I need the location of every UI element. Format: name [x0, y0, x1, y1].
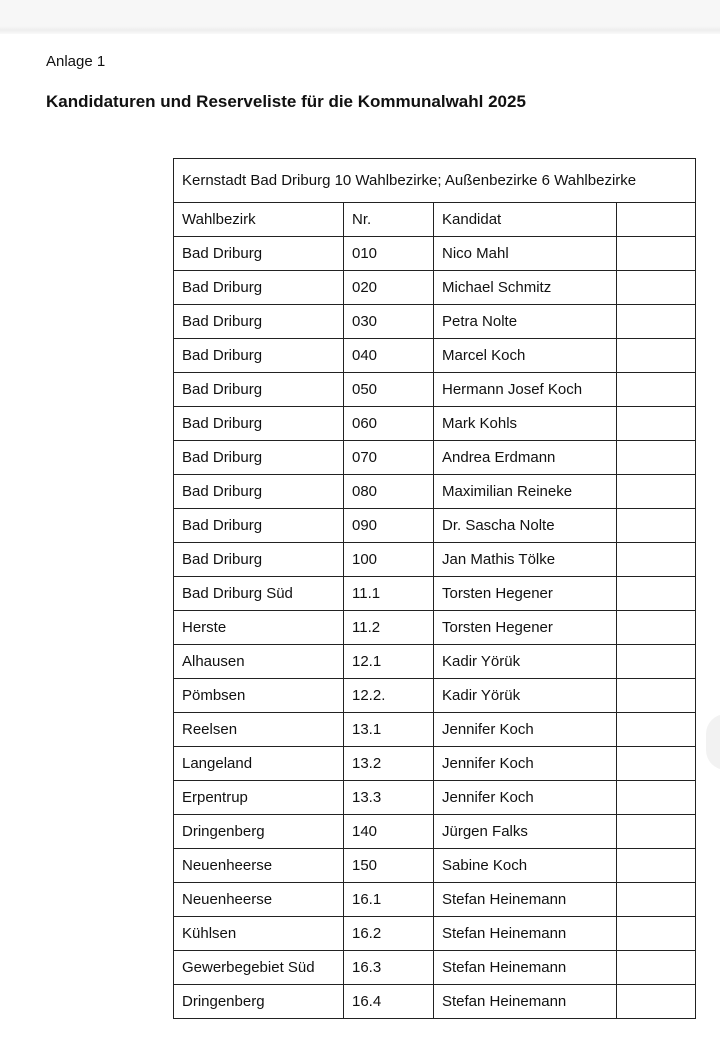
empty-cell: [617, 951, 696, 985]
candidate-cell: Jennifer Koch: [434, 781, 617, 815]
table-row: [174, 815, 696, 849]
nr-cell: 13.3: [344, 781, 434, 815]
table-row: [174, 849, 696, 883]
empty-cell: [617, 713, 696, 747]
candidate-cell: Petra Nolte: [434, 305, 617, 339]
nr-cell: 050: [344, 373, 434, 407]
table-row: [174, 951, 696, 985]
table-header-row: [174, 203, 696, 237]
empty-cell: [617, 441, 696, 475]
viewer-top-bar: [0, 0, 720, 34]
candidate-cell: Kadir Yörük: [434, 645, 617, 679]
candidate-cell: Stefan Heinemann: [434, 917, 617, 951]
area-cell: Pömbsen: [174, 679, 344, 713]
table-row: [174, 305, 696, 339]
header-empty: [617, 203, 696, 237]
candidate-cell: Kadir Yörük: [434, 679, 617, 713]
table-row: [174, 373, 696, 407]
empty-cell: [617, 849, 696, 883]
table-row: [174, 441, 696, 475]
area-cell: Bad Driburg: [174, 441, 344, 475]
nr-cell: 140: [344, 815, 434, 849]
area-cell: Erpentrup: [174, 781, 344, 815]
nr-cell: 040: [344, 339, 434, 373]
area-cell: Neuenheerse: [174, 849, 344, 883]
candidate-cell: Dr. Sascha Nolte: [434, 509, 617, 543]
table-row: [174, 271, 696, 305]
area-cell: Bad Driburg: [174, 237, 344, 271]
area-cell: Gewerbegebiet Süd: [174, 951, 344, 985]
nr-cell: 13.2: [344, 747, 434, 781]
table-caption-row: [174, 159, 696, 203]
empty-cell: [617, 815, 696, 849]
header-kandidat: Kandidat: [434, 203, 617, 237]
empty-cell: [617, 373, 696, 407]
table-row: [174, 475, 696, 509]
table-caption: Kernstadt Bad Driburg 10 Wahlbezirke; Außenbezirke 6 Wahlbezirke: [174, 159, 696, 203]
nr-cell: 12.1: [344, 645, 434, 679]
nr-cell: 16.4: [344, 985, 434, 1019]
candidate-cell: Marcel Koch: [434, 339, 617, 373]
empty-cell: [617, 985, 696, 1019]
nr-cell: 12.2.: [344, 679, 434, 713]
table-row: [174, 543, 696, 577]
candidate-cell: Torsten Hegener: [434, 611, 617, 645]
nr-cell: 090: [344, 509, 434, 543]
empty-cell: [617, 577, 696, 611]
area-cell: Bad Driburg: [174, 373, 344, 407]
header-wahlbezirk: Wahlbezirk: [174, 203, 344, 237]
area-cell: Kühlsen: [174, 917, 344, 951]
table-row: [174, 917, 696, 951]
nr-cell: 060: [344, 407, 434, 441]
empty-cell: [617, 645, 696, 679]
table-row: [174, 611, 696, 645]
empty-cell: [617, 475, 696, 509]
empty-cell: [617, 407, 696, 441]
area-cell: Bad Driburg Süd: [174, 577, 344, 611]
empty-cell: [617, 339, 696, 373]
nr-cell: 150: [344, 849, 434, 883]
candidate-cell: Stefan Heinemann: [434, 883, 617, 917]
area-cell: Alhausen: [174, 645, 344, 679]
table-row: [174, 883, 696, 917]
nr-cell: 11.1: [344, 577, 434, 611]
nr-cell: 16.2: [344, 917, 434, 951]
area-cell: Bad Driburg: [174, 475, 344, 509]
table-row: [174, 679, 696, 713]
empty-cell: [617, 543, 696, 577]
candidate-cell: Nico Mahl: [434, 237, 617, 271]
document-page: [0, 34, 720, 1056]
candidate-cell: Jan Mathis Tölke: [434, 543, 617, 577]
candidate-cell: Torsten Hegener: [434, 577, 617, 611]
area-cell: Bad Driburg: [174, 509, 344, 543]
candidate-cell: Jennifer Koch: [434, 747, 617, 781]
area-cell: Herste: [174, 611, 344, 645]
candidate-cell: Mark Kohls: [434, 407, 617, 441]
empty-cell: [617, 237, 696, 271]
candidate-cell: Sabine Koch: [434, 849, 617, 883]
candidate-table: [173, 158, 696, 1019]
nr-cell: 070: [344, 441, 434, 475]
empty-cell: [617, 271, 696, 305]
header-nr: Nr.: [344, 203, 434, 237]
area-cell: Langeland: [174, 747, 344, 781]
nr-cell: 16.3: [344, 951, 434, 985]
candidate-cell: Jürgen Falks: [434, 815, 617, 849]
empty-cell: [617, 611, 696, 645]
table-row: [174, 781, 696, 815]
table-row: [174, 645, 696, 679]
nr-cell: 13.1: [344, 713, 434, 747]
empty-cell: [617, 883, 696, 917]
area-cell: Neuenheerse: [174, 883, 344, 917]
candidate-cell: Stefan Heinemann: [434, 951, 617, 985]
empty-cell: [617, 747, 696, 781]
candidate-cell: Stefan Heinemann: [434, 985, 617, 1019]
nr-cell: 030: [344, 305, 434, 339]
area-cell: Bad Driburg: [174, 407, 344, 441]
table-row: [174, 713, 696, 747]
area-cell: Bad Driburg: [174, 305, 344, 339]
candidate-cell: Maximilian Reineke: [434, 475, 617, 509]
empty-cell: [617, 305, 696, 339]
area-cell: Dringenberg: [174, 985, 344, 1019]
candidate-cell: Jennifer Koch: [434, 713, 617, 747]
empty-cell: [617, 679, 696, 713]
empty-cell: [617, 781, 696, 815]
table-row: [174, 577, 696, 611]
empty-cell: [617, 917, 696, 951]
area-cell: Reelsen: [174, 713, 344, 747]
nr-cell: 11.2: [344, 611, 434, 645]
nr-cell: 080: [344, 475, 434, 509]
area-cell: Bad Driburg: [174, 271, 344, 305]
table-row: [174, 237, 696, 271]
area-cell: Bad Driburg: [174, 339, 344, 373]
nr-cell: 020: [344, 271, 434, 305]
candidate-cell: Andrea Erdmann: [434, 441, 617, 475]
table-row: [174, 747, 696, 781]
candidate-cell: Hermann Josef Koch: [434, 373, 617, 407]
area-cell: Bad Driburg: [174, 543, 344, 577]
empty-cell: [617, 509, 696, 543]
nr-cell: 16.1: [344, 883, 434, 917]
document-title: Kandidaturen und Reserveliste für die Kommunalwahl 2025: [46, 92, 526, 111]
candidate-cell: Michael Schmitz: [434, 271, 617, 305]
annex-label: Anlage 1: [46, 53, 106, 70]
table-row: [174, 985, 696, 1019]
table-row: [174, 339, 696, 373]
table-row: [174, 407, 696, 441]
nr-cell: 100: [344, 543, 434, 577]
area-cell: Dringenberg: [174, 815, 344, 849]
table-row: [174, 509, 696, 543]
nr-cell: 010: [344, 237, 434, 271]
